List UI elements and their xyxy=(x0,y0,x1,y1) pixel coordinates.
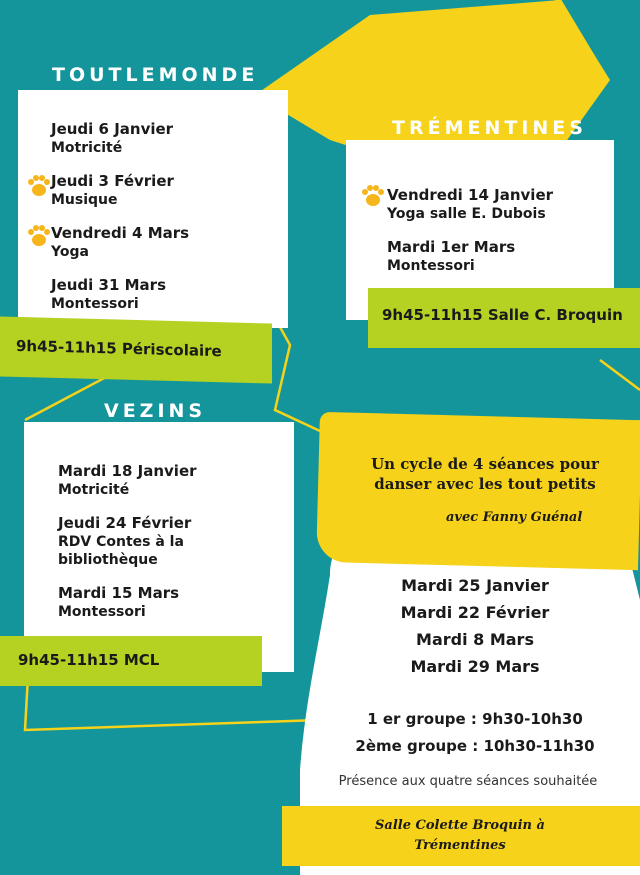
dance-group-1: 1 er groupe : 9h30-10h30 xyxy=(367,710,583,728)
dance-date: Mardi 29 Mars xyxy=(410,657,540,676)
event-activity: RDV Contes à la xyxy=(58,534,184,550)
paw-icon xyxy=(26,224,52,248)
event-date: Jeudi 3 Février xyxy=(51,172,174,190)
band-toutlemonde xyxy=(0,316,272,383)
event-item xyxy=(51,120,173,157)
event-date: Jeudi 6 Janvier xyxy=(51,120,174,138)
event-item xyxy=(387,186,553,223)
event-date: Vendredi 4 Mars xyxy=(51,224,190,242)
event-date: Jeudi 24 Février xyxy=(58,514,192,532)
band-trementines xyxy=(368,288,640,348)
dance-date: Mardi 8 Mars xyxy=(416,630,534,649)
event-item xyxy=(58,584,179,621)
card-toutlemonde xyxy=(18,90,288,328)
band-text: 9h45-11h15 MCL xyxy=(18,651,160,669)
event-item xyxy=(51,172,174,209)
dance-venue xyxy=(300,816,620,856)
section-title-vezins: VEZINS xyxy=(104,400,207,422)
dance-headline-line2: danser avec les tout petits xyxy=(374,475,596,493)
event-date: Vendredi 14 Janvier xyxy=(387,186,554,204)
section-title-trementines: TRÉMENTINES xyxy=(392,117,587,139)
paw-icon xyxy=(26,174,52,198)
yellow-line-right xyxy=(600,360,640,390)
event-activity: Yoga xyxy=(51,244,89,260)
dance-byline: avec Fanny Guénal xyxy=(446,510,583,525)
dance-presence-note: Présence aux quatre séances souhaitée xyxy=(338,774,598,789)
band-text: 9h45-11h15 Périscolaire xyxy=(16,336,222,361)
event-item xyxy=(51,276,166,313)
event-activity-line2: bibliothèque xyxy=(58,552,158,568)
event-activity: Montessori xyxy=(387,258,475,274)
dance-venue-line2: Trémentines xyxy=(414,838,506,853)
event-item xyxy=(58,462,197,499)
dance-dates xyxy=(330,572,620,680)
paw-icon xyxy=(360,184,386,208)
event-date: Mardi 1er Mars xyxy=(387,238,516,256)
event-activity: Motricité xyxy=(51,140,123,156)
dance-headline xyxy=(330,454,640,494)
event-date: Jeudi 31 Mars xyxy=(51,276,167,294)
event-activity: Montessori xyxy=(51,296,139,312)
event-item xyxy=(387,238,515,275)
event-item xyxy=(58,514,191,569)
dance-group-2: 2ème groupe : 10h30-11h30 xyxy=(355,737,595,755)
dance-groups xyxy=(330,706,620,760)
section-title-toutlemonde: TOUTLEMONDE xyxy=(52,64,259,86)
dance-venue-line1: Salle Colette Broquin à xyxy=(375,818,545,833)
dance-headline-line1: Un cycle de 4 séances pour xyxy=(371,455,599,473)
event-date: Mardi 15 Mars xyxy=(58,584,180,602)
event-date: Mardi 18 Janvier xyxy=(58,462,197,480)
event-activity: Yoga salle E. Dubois xyxy=(387,206,546,222)
band-text: 9h45-11h15 Salle C. Broquin xyxy=(382,306,623,324)
event-item xyxy=(51,224,189,261)
card-vezins xyxy=(24,422,294,672)
band-vezins xyxy=(0,636,262,686)
event-activity: Musique xyxy=(51,192,118,208)
event-activity: Montessori xyxy=(58,604,146,620)
event-activity: Motricité xyxy=(58,482,130,498)
dance-date: Mardi 22 Février xyxy=(400,603,550,622)
dance-date: Mardi 25 Janvier xyxy=(401,576,549,595)
